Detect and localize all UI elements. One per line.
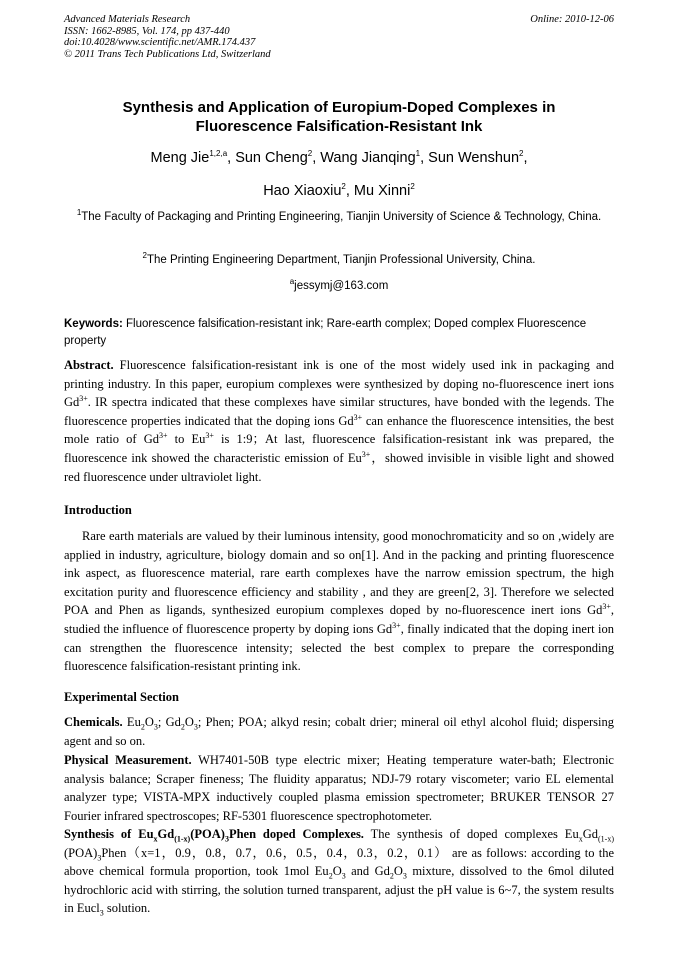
author-sup: 2 [341,182,346,192]
chemicals-label: Chemicals. [64,715,123,729]
author-sup: 2 [519,149,524,159]
physical-text: WH7401-50B type electric mixer; Heating temperature water-bath; Electronic analysis balance; Scraper fineness; The fluidity apparatus; NDJ-79 rotary viscometer; vario EL elemental analyzer type; VISTA-MPX inductively coupled plasma emission spectrometer; BRUKER TENSOR 27 Fourier infrared spectroscopes; RF-5301 fluorescence spectrophotometer. [64,753,614,823]
chem-text: ; Phen; POA; alkyd resin; cobalt drier; mineral oil ethyl alcohol fluid; dispersing agent and so on. [64,715,615,748]
keywords-text: Fluorescence falsification-resistant ink; Rare-earth complex; Doped complex Fluorescence property [64,318,587,347]
intro-text: Rare earth materials are valued by their luminous intensity, good monochromaticity and so on ,widely are applied in industry, agriculture, biology domain and so on[1]. And in the packing and printing fluorescence ink aspect, as fluorescence material, rare earth complexes have the narrow emission spectrum, the high excitation purity and fluorescence efficiency and stability , and they are green[2, 3]. Therefore we selected POA and Phen as ligands, synthesized europium complexes doped by no-fluorescence inert ions Gd [64,529,614,618]
author-name: , Mu Xinni [345,183,411,199]
author-name: , Sun Wenshun [420,150,520,166]
abstract-text: ，showed invisible in visible light and showed red fluorescence under ultraviolet light. [64,450,614,484]
abstract-text: can enhance the fluorescence intensities, the best mole ratio of Gd [64,413,614,447]
issn-line: ISSN: 1662-8985, Vol. 174, pp 437-440 [64,25,230,37]
subscript: 3 [97,853,102,863]
author-sup: 1 [415,149,421,159]
author-sup: 2 [410,182,415,192]
journal-name: Advanced Materials Research [64,14,191,25]
superscript: 3+ [602,602,611,612]
doi-line: doi:10.4028/www.scientific.net/AMR.174.437 [64,37,256,48]
subscript: 2 [180,722,185,732]
intro-text: , studied the influence of fluorescence property by doping ions Gd [64,603,614,636]
abstract [64,356,614,486]
synthesis-text: The synthesis of doped complexes Eu [363,827,579,841]
affiliation-sup: 2 [142,251,147,261]
superscript: 3+ [79,394,88,404]
synthesis-paragraph [64,825,614,918]
title-line-1: Synthesis and Application of Europium-Doped Complexes in [122,99,556,116]
synthesis-text: Gd [582,827,598,841]
author-name: Meng Jie [150,150,210,166]
synthesis-text: O [332,864,342,879]
affiliation-sup: 1 [76,208,82,218]
label-part: (POA) [190,827,225,841]
author-list-line-1 [60,150,618,166]
keywords-label: Keywords: [64,318,123,330]
journal-header [64,14,271,60]
paper-title [60,98,618,136]
abstract-text: Fluorescence falsification-resistant ink is one of the most widely used ink in packaging and printing industry. In this paper, europium complexes were synthesized by doping no-fluorescence inert ions Gd [64,358,614,410]
subscript: 3 [99,908,104,918]
physical-label: Physical Measurement. [64,753,192,767]
superscript: 3+ [392,620,401,630]
affiliation-text: The Printing Engineering Department, Tianjin Professional University, China. [147,254,536,266]
author-name: Hao Xiaoxiu [263,183,342,199]
superscript: 3+ [353,412,363,422]
subscript: 3 [224,834,229,844]
copyright-line: © 2011 Trans Tech Publications Ltd, Switzerland [64,48,271,60]
experimental-heading: Experimental Section [64,690,179,704]
affiliation-1 [64,208,614,227]
author-sup: 1,2,a [209,149,228,159]
affiliation-text: The Faculty of Packaging and Printing Engineering, Tianjin University of Science & Technology, China. [81,211,602,223]
synthesis-text: Phen（x=1，0.9，0.8，0.7，0.6，0.5，0.4，0.3，0.2，0.1） are as follows: according to the above chemical formula proportion, took 1mol Eu [64,845,614,879]
abstract-label: Abstract. [64,358,114,372]
subscript: 2 [140,722,145,732]
chem-text: O [144,715,154,729]
introduction-heading: Introduction [64,503,132,517]
subscript: 2 [328,871,333,881]
physical-measurement-paragraph [64,751,614,825]
superscript: 3+ [205,431,214,441]
subscript: x [153,834,158,844]
author-separator: , [523,150,528,166]
subscript: x [578,834,583,844]
abstract-text: to Eu [167,432,206,447]
synthesis-text: O [393,864,403,879]
synthesis-label [64,827,364,844]
chem-text: ; Gd [157,715,181,729]
introduction-paragraph [64,527,614,676]
subscript: (1-x) [174,834,191,844]
subscript: 3 [402,871,407,881]
synthesis-text: (POA) [64,845,98,860]
online-date: Online: 2010-12-06 [530,14,614,25]
subscript: 3 [193,722,198,732]
subscript: 3 [153,722,158,732]
author-name: , Sun Cheng [227,150,308,166]
chemicals-paragraph [64,713,614,750]
email [64,277,614,296]
author-name: , Wang Jianqing [312,150,416,166]
subscript: 3 [341,871,346,881]
subscript: 2 [389,871,394,881]
chem-text: O [184,715,194,729]
email-sup: a [289,277,295,287]
subscript: (1-x) [597,834,614,844]
title-line-2: Fluorescence Falsification-Resistant Ink [195,118,483,135]
email-address: jessymj@163.com [294,280,389,292]
chem-text: Eu [122,715,141,729]
label-part: Synthesis of Eu [64,827,154,841]
affiliation-2 [64,251,614,270]
author-list-line-2 [60,183,618,199]
abstract-text: . IR spectra indicated that these complexes have similar structures, have bonded with the legends. The fluorescence properties indicated that the doping ions Gd [64,395,614,428]
superscript: 3+ [158,431,168,441]
synthesis-text: and Gd [345,864,390,879]
superscript: 3+ [361,449,371,459]
synthesis-text: mixture, dissolved to the 6mol diluted hydrochloric acid with stirring, the solution turned transparent, adjust the pH value is 6~7, the system results in Eucl [64,864,614,916]
synthesis-text: solution. [103,901,151,916]
author-sup: 2 [307,149,313,159]
label-part: Phen doped Complexes. [228,827,364,841]
abstract-text: is 1:9；At last, fluorescence falsification-resistant ink was prepared, the fluorescence ink showed the characteristic emission of Eu [64,432,615,465]
keywords [64,316,614,350]
intro-text: , finally indicated that the doping inert ion can strengthen the fluorescence intensity; selected the best complex to prepare the corresponding fluorescence falsification-resistant printing ink. [64,621,615,674]
label-part: Gd [157,827,175,841]
